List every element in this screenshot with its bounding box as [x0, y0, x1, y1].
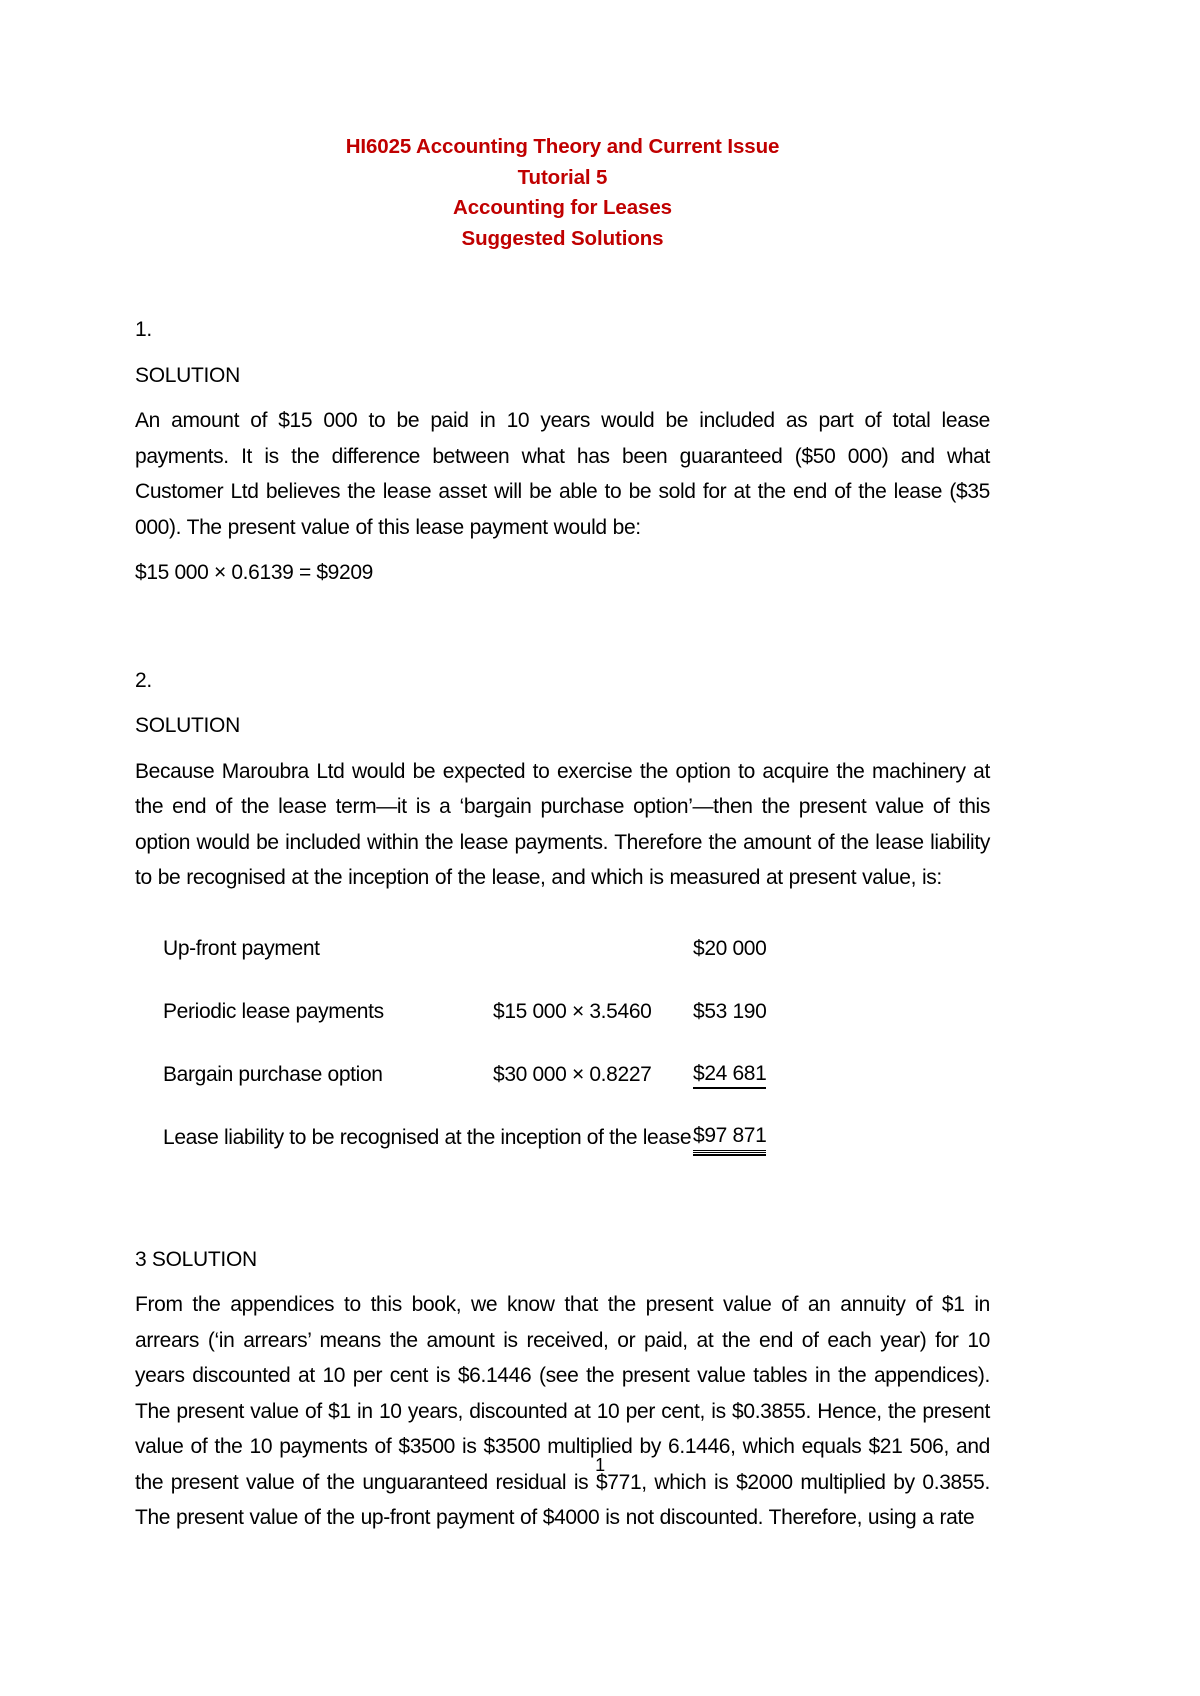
- table-row: [163, 1044, 835, 1107]
- spacer-1b: [135, 393, 990, 403]
- table-cell-calc: [493, 918, 693, 981]
- section-1-formula: $15 000 × 0.6139 = $9209: [135, 561, 374, 584]
- spacer-between-1-2: [135, 591, 990, 663]
- table-cell-amount: [693, 918, 835, 981]
- amount-value-subtotal: $24 681: [693, 1062, 766, 1089]
- section-1-solution-label: SOLUTION: [135, 363, 240, 387]
- title-line-subtitle: Suggested Solutions: [461, 226, 664, 250]
- section-2-paragraph: Because Maroubra Ltd would be expected to exercise the option to acquire the machinery at the end of the lease term—it is a ‘bargain purchase option’—then the present value of this option would be included within the lease payments. Therefore the amount of the lease liability to be recognised at the inception of the lease, and which is measured at present value, is:: [135, 759, 990, 889]
- section-1-paragraph: An amount of $15 000 to be paid in 10 years would be included as part of total lease payments. It is the difference between what has been guaranteed ($50 000) and what Customer Ltd believes the lease asset will be able to be sold for at the end of the lease ($35 000). The present value of this lease payment would be:: [135, 409, 990, 539]
- spacer-3a: [135, 1277, 990, 1287]
- table-row: [163, 918, 835, 981]
- spacer-2a: [135, 698, 990, 708]
- section-3-heading: 3 SOLUTION: [135, 1247, 257, 1271]
- lease-liability-table: [163, 918, 835, 1170]
- table-cell-total-amount: [693, 1107, 835, 1170]
- table-row: [163, 981, 835, 1044]
- section-2-solution-label: SOLUTION: [135, 714, 240, 737]
- document-content: [135, 132, 990, 1536]
- page-number-footer: 1: [595, 1455, 605, 1475]
- table-cell-amount: [693, 981, 835, 1044]
- title-line-topic: Accounting for Leases: [453, 196, 672, 219]
- amount-value: $53 190: [693, 1000, 767, 1023]
- section-2-number: 2.: [135, 668, 152, 692]
- section-3-paragraph: From the appendices to this book, we know that the present value of an annuity of $1 in arrears (‘in arrears’ means the amount is received, or paid, at the end of each year) for 10 years discounted at 10 per cent is $6.1446 (see the present value tables in the appendices). The present value of $1 in 10 years, discounted at 10 per cent, is $0.3855. Hence, the present value of the 10 payments of $3500 is $3500 multiplied by 6.1446, which equals $21 506, and the present value of the unguaranteed residual is $771, which is $2000 multiplied by 0.3855. The present value of the up-front payment of $4000 is not discounted. Therefore, using a rate: [135, 1293, 990, 1529]
- table-row-total: [163, 1107, 835, 1170]
- spacer-2b: [135, 744, 990, 754]
- title-line-tutorial: Tutorial 5: [517, 165, 608, 189]
- amount-value: $20 000: [693, 937, 767, 960]
- table-cell-total-label: Lease liability to be recognised at the inception of the lease: [163, 1126, 692, 1149]
- amount-value-total: $97 871: [693, 1124, 766, 1153]
- table-cell-label: Periodic lease payments: [163, 1000, 384, 1023]
- title-line-course: HI6025 Accounting Theory and Current Issue: [345, 135, 780, 158]
- section-1-number: 1.: [135, 318, 152, 341]
- spacer-between-2-3: [135, 1170, 990, 1242]
- table-cell-label: Up-front payment: [163, 937, 320, 960]
- document-title-block: [135, 132, 990, 254]
- table-cell-calc: $30 000 × 0.8227: [493, 1063, 652, 1086]
- table-cell-label: Bargain purchase option: [163, 1063, 383, 1086]
- spacer-1a: [135, 348, 990, 358]
- table-cell-amount: [693, 1044, 835, 1107]
- spacer-before-table: [135, 896, 990, 918]
- table-cell-calc: $15 000 × 3.5460: [493, 1000, 652, 1023]
- spacer-1c: [135, 545, 990, 555]
- spacer-after-title: [135, 254, 990, 312]
